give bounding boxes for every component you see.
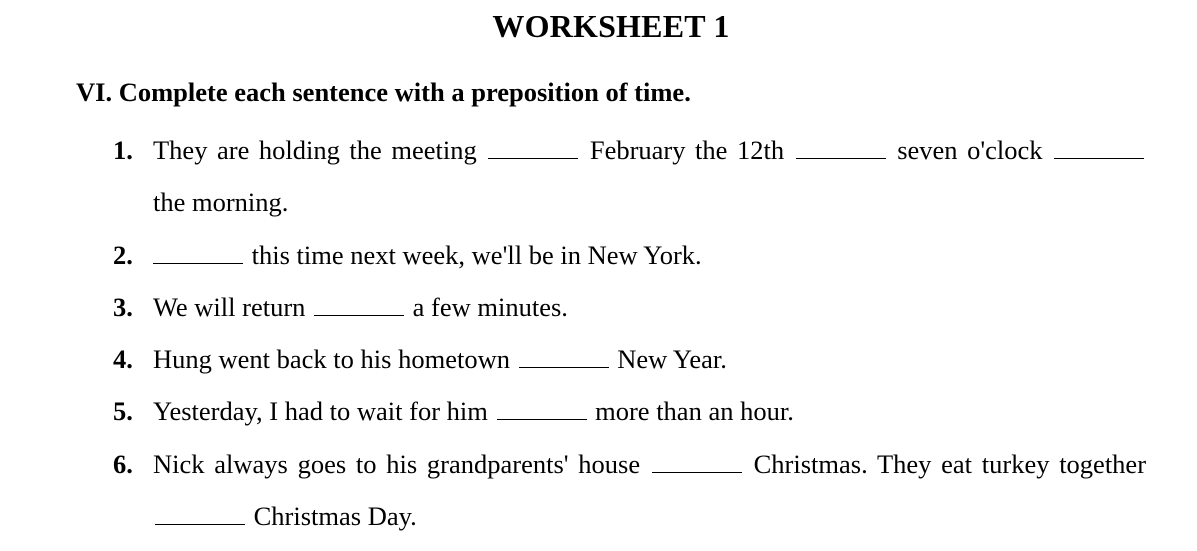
worksheet-title: WORKSHEET 1 bbox=[492, 8, 730, 44]
exercise-item-6 bbox=[0, 438, 1197, 543]
sentence-text bbox=[153, 281, 1146, 333]
sentence-segment: Christmas. They eat turkey together bbox=[753, 448, 1147, 479]
item-number: 6. bbox=[113, 448, 133, 479]
item-number: 1. bbox=[113, 135, 133, 165]
sentence-segment: a few minutes. bbox=[412, 291, 568, 322]
section-heading: VI. Complete each sentence with a preposition of time. bbox=[76, 77, 691, 107]
exercise-list bbox=[0, 124, 1197, 542]
exercise-item-1 bbox=[0, 124, 1197, 229]
item-number: 5. bbox=[113, 396, 133, 427]
answer-blank[interactable] bbox=[1054, 136, 1144, 159]
sentence-segment: They are holding the meeting bbox=[153, 135, 477, 165]
item-number: 3. bbox=[113, 291, 133, 322]
sentence-segment: Hung went back to his hometown bbox=[153, 344, 510, 375]
sentence-segment: We will return bbox=[153, 291, 306, 322]
exercise-item-3 bbox=[0, 281, 1197, 333]
sentence-segment: Christmas Day. bbox=[253, 501, 417, 532]
sentence-segment: New Year. bbox=[617, 344, 727, 375]
answer-blank[interactable] bbox=[519, 345, 609, 368]
sentence-text bbox=[153, 124, 1146, 229]
answer-blank[interactable] bbox=[155, 502, 245, 525]
exercise-item-4 bbox=[0, 333, 1197, 385]
sentence-segment: this time next week, we'll be in New York. bbox=[251, 239, 702, 270]
sentence-text bbox=[153, 385, 1146, 437]
sentence-segment: February the 12th bbox=[589, 135, 785, 165]
answer-blank[interactable] bbox=[314, 293, 404, 316]
item-number: 2. bbox=[113, 239, 133, 270]
sentence-text bbox=[153, 333, 1146, 385]
sentence-text bbox=[153, 438, 1146, 543]
answer-blank[interactable] bbox=[153, 241, 243, 264]
sentence-text bbox=[153, 229, 1146, 281]
answer-blank[interactable] bbox=[796, 136, 886, 159]
exercise-item-5 bbox=[0, 385, 1197, 437]
sentence-segment: the morning. bbox=[153, 187, 289, 218]
sentence-segment: seven o'clock bbox=[897, 135, 1043, 165]
answer-blank[interactable] bbox=[497, 397, 587, 420]
answer-blank[interactable] bbox=[488, 136, 578, 159]
exercise-item-2 bbox=[0, 229, 1197, 281]
sentence-segment: Nick always goes to his grandparents' house bbox=[153, 448, 641, 479]
sentence-segment: more than an hour. bbox=[595, 396, 794, 427]
sentence-segment: Yesterday, I had to wait for him bbox=[153, 396, 488, 427]
item-number: 4. bbox=[113, 344, 133, 375]
answer-blank[interactable] bbox=[652, 450, 742, 473]
